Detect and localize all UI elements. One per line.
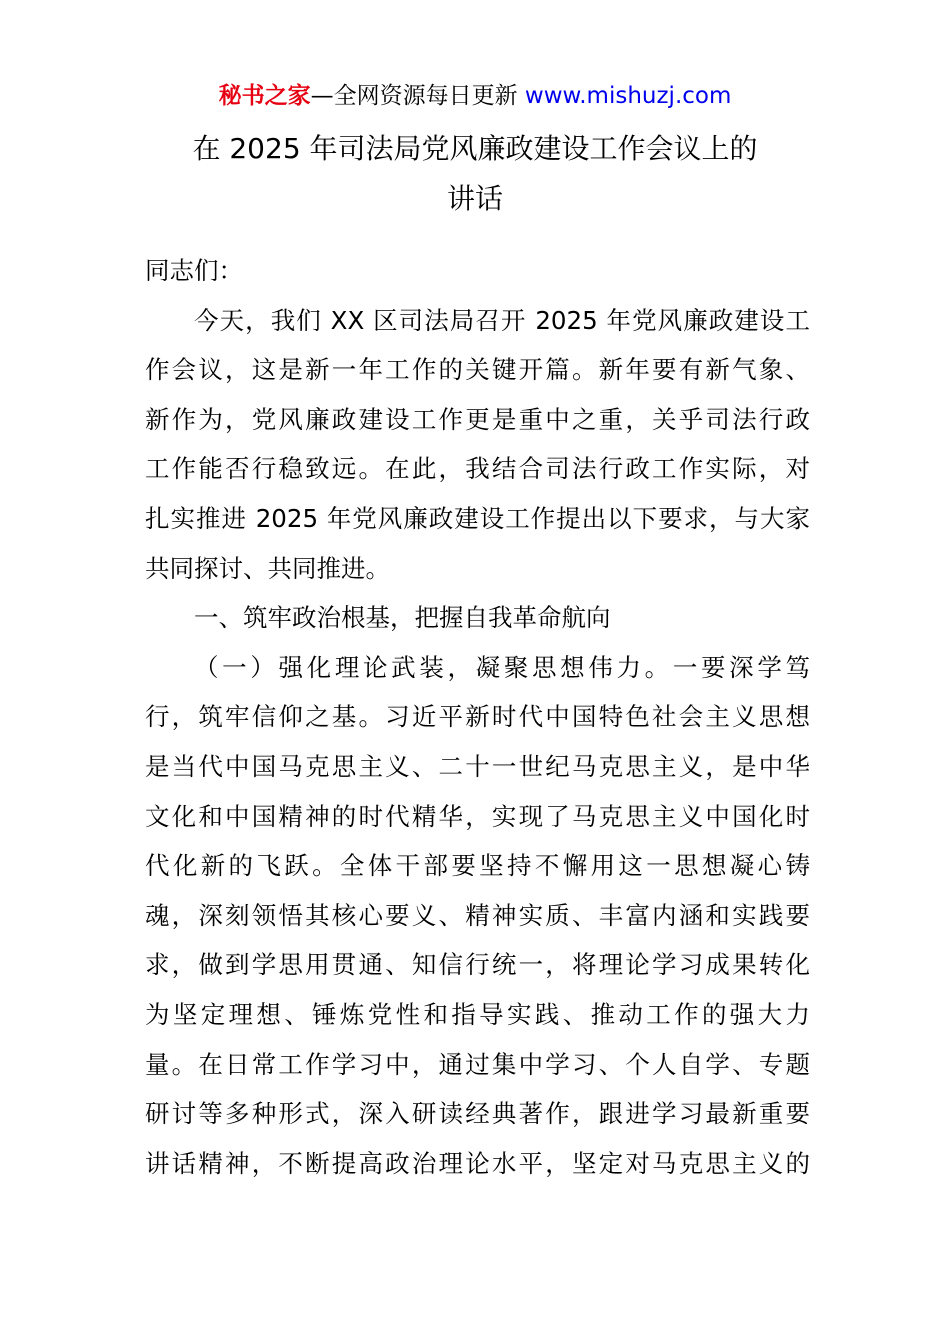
body-line: 共同探讨、共同推进。 xyxy=(145,553,390,583)
title-line-2: 讲话 xyxy=(446,182,503,215)
site-url-link[interactable]: www.mishuzj.com xyxy=(524,83,732,109)
body-line: 代化新的飞跃。全体干部要坚持不懈用这一思想凝心铸 xyxy=(145,851,810,881)
site-header xyxy=(0,80,950,112)
body-line: 文化和中国精神的时代精华，实现了马克思主义中国化时 xyxy=(145,801,810,831)
body-line: 扎实推进 2025 年党风廉政建设工作提出以下要求，与大家 xyxy=(145,503,810,533)
section-heading: 一、筑牢政治根基，把握自我革命航向 xyxy=(194,603,611,633)
body-line: 量。在日常工作学习中，通过集中学习、个人自学、专题 xyxy=(145,1049,810,1079)
document-body xyxy=(145,246,810,1188)
body-line: 为坚定理想、锤炼党性和指导实践、推动工作的强大力 xyxy=(145,999,810,1029)
body-line: 新作为，党风廉政建设工作更是重中之重，关乎司法行政 xyxy=(145,404,810,434)
salutation: 同志们： xyxy=(145,256,243,285)
body-line: 行，筑牢信仰之基。习近平新时代中国特色社会主义思想 xyxy=(145,702,810,732)
document-title xyxy=(0,124,950,224)
title-line-1: 在 2025 年司法局党风廉政建设工作会议上的 xyxy=(192,132,758,165)
site-brand: 秘书之家 xyxy=(218,83,311,109)
body-line: 作会议，这是新一年工作的关键开篇。新年要有新气象、 xyxy=(145,355,810,385)
body-line: 是当代中国马克思主义、二十一世纪马克思主义，是中华 xyxy=(145,751,810,781)
body-line: 求，做到学思用贯通、知信行统一，将理论学习成果转化 xyxy=(145,950,810,980)
body-line: （一）强化理论武装，凝聚思想伟力。一要深学笃 xyxy=(194,652,810,682)
body-line: 今天，我们 XX 区司法局召开 2025 年党风廉政建设工 xyxy=(194,305,810,335)
body-line: 讲话精神，不断提高政治理论水平，坚定对马克思主义的 xyxy=(145,1148,810,1178)
body-line: 研讨等多种形式，深入研读经典著作，跟进学习最新重要 xyxy=(145,1099,810,1129)
body-line: 工作能否行稳致远。在此，我结合司法行政工作实际，对 xyxy=(145,454,810,484)
body-line: 魂，深刻领悟其核心要义、精神实质、丰富内涵和实践要 xyxy=(145,900,810,930)
site-tagline: —全网资源每日更新 xyxy=(310,83,525,109)
